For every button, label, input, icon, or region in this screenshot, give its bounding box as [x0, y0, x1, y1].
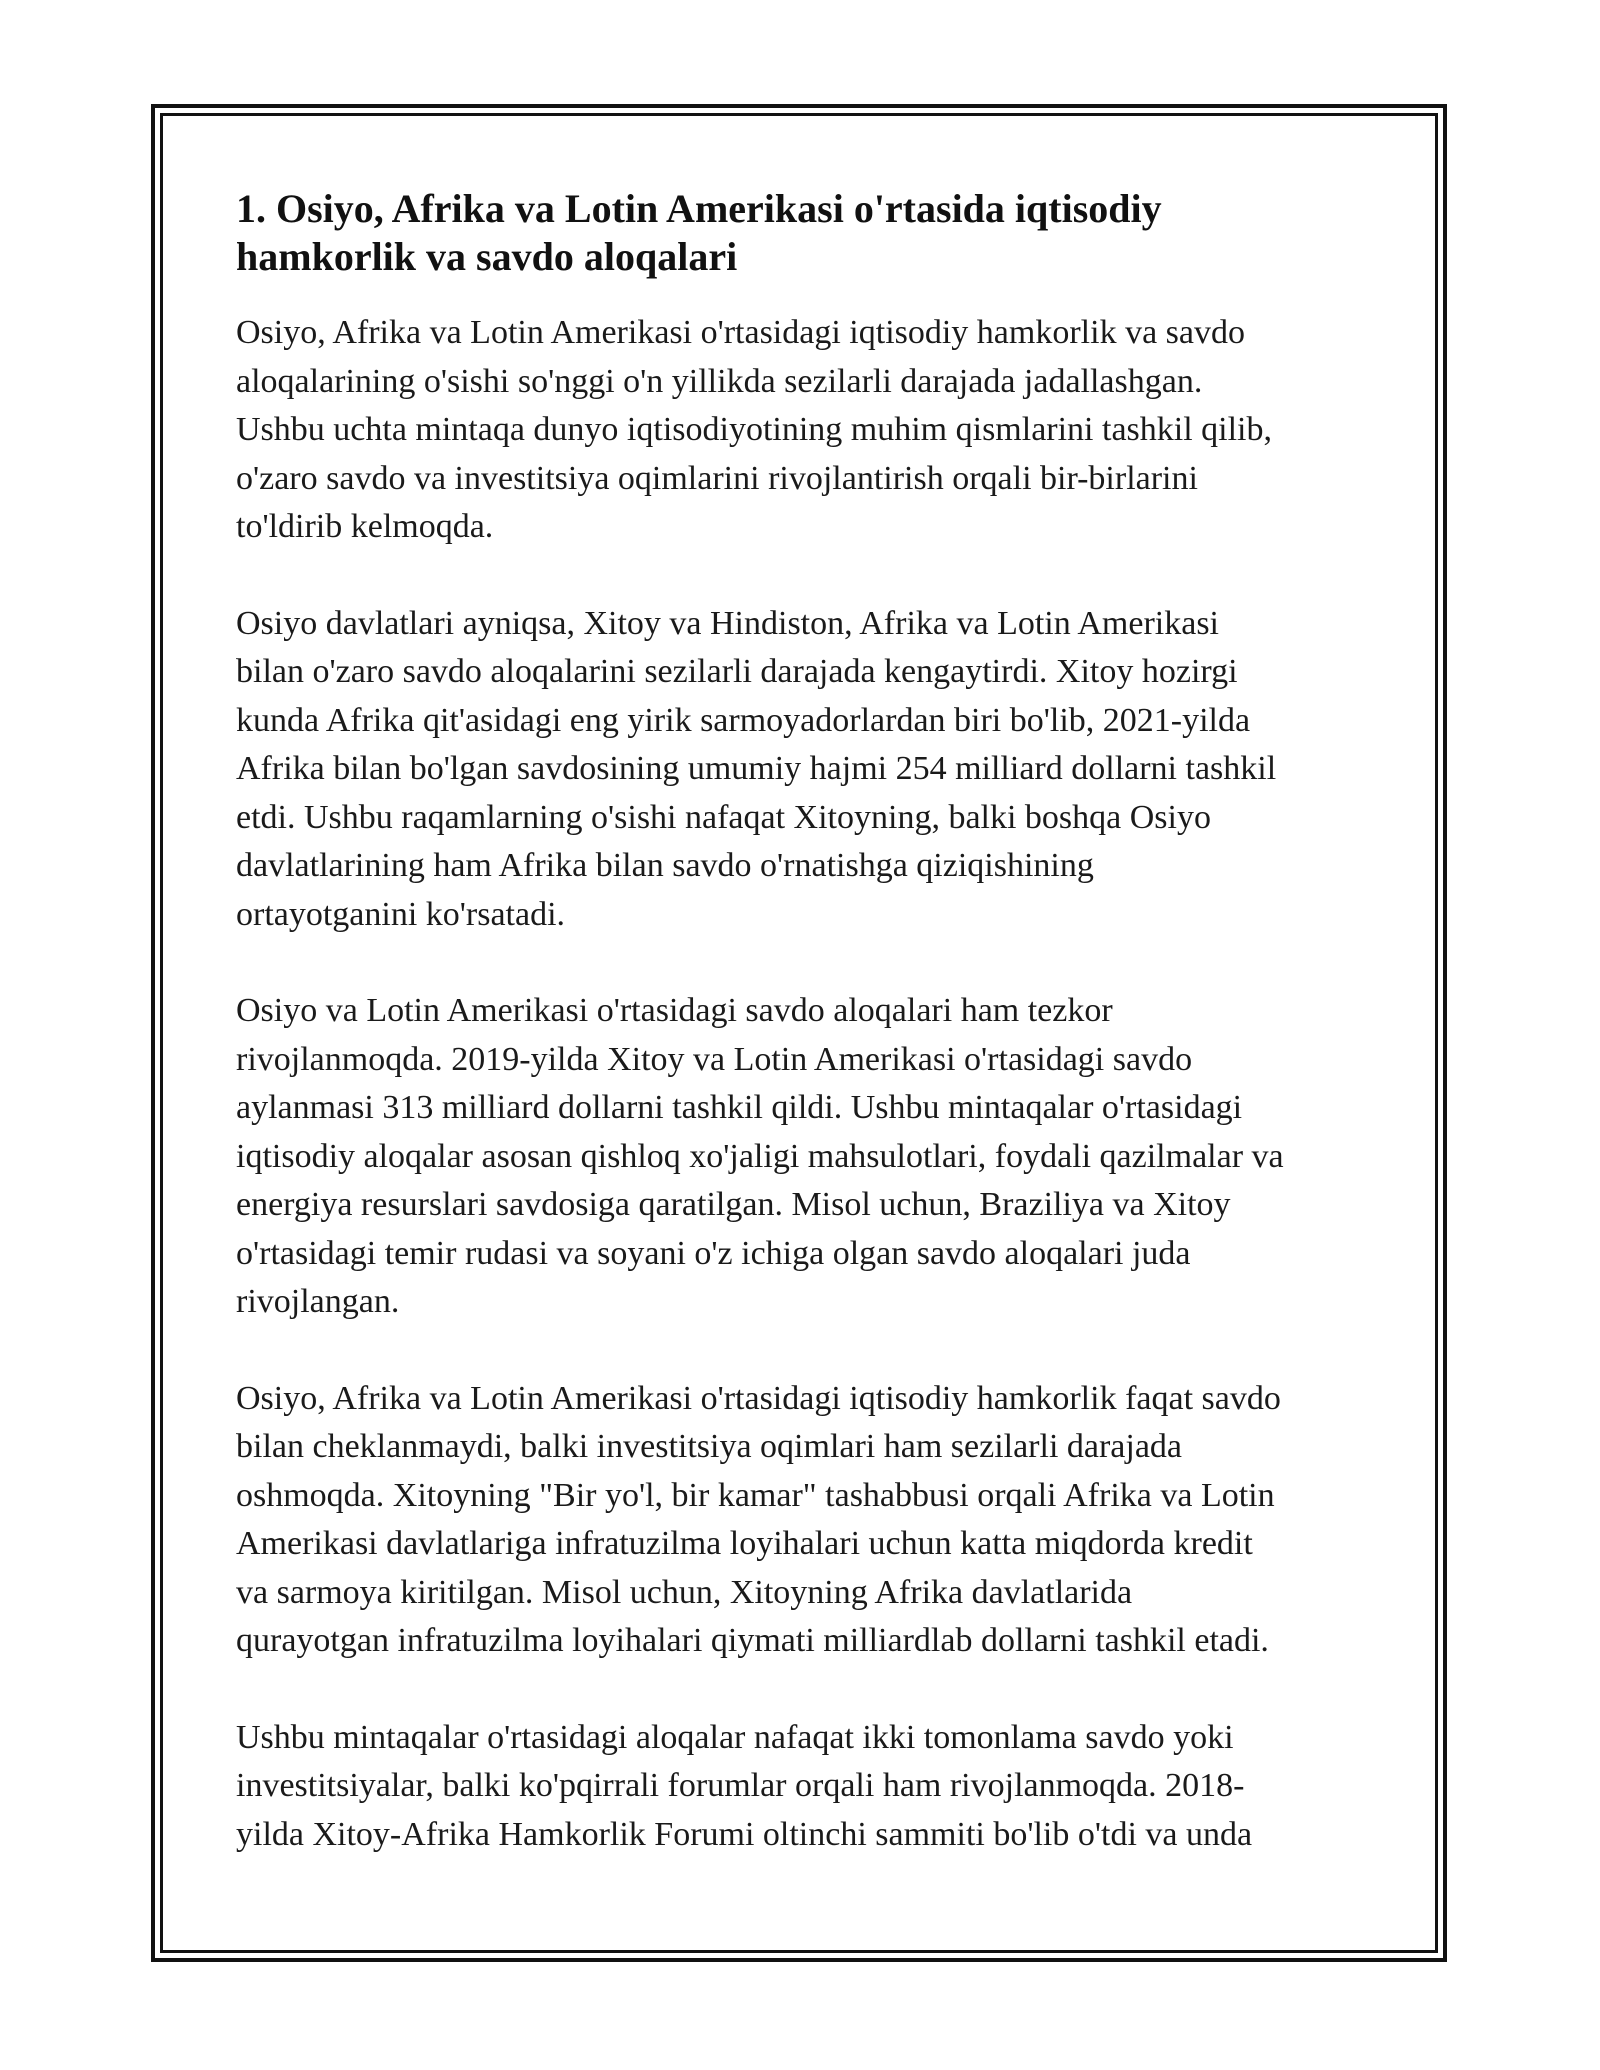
paragraph-4 — [236, 1375, 1376, 1666]
text-line: rivojlanmoqda. 2019-yilda Xitoy va Lotin Amerikasi o'rtasidagi savdo — [236, 1040, 1193, 1078]
text-line: o'rtasidagi temir rudasi va soyani o'z ichiga olgan savdo aloqalari juda — [236, 1234, 1191, 1272]
paragraph-2 — [236, 600, 1376, 940]
heading-line: 1. Osiyo, Afrika va Lotin Amerikasi o'rtasida iqtisodiy — [236, 186, 1162, 231]
text-line: energiya resurslari savdosiga qaratilgan. Misol uchun, Braziliya va Xitoy — [236, 1186, 1231, 1223]
text-line: aylanmasi 313 milliard dollarni tashkil qildi. Ushbu mintaqalar o'rtasidagi — [236, 1089, 1243, 1126]
text-line: kunda Afrika qit'asidagi eng yirik sarmoyadorlardan biri bo'lib, 2021-yilda — [236, 701, 1251, 739]
text-line: aloqalarining o'sishi so'nggi o'n yillikda sezilarli darajada jadallashgan. — [236, 362, 1203, 400]
heading-line: hamkorlik va savdo aloqalari — [236, 234, 738, 279]
text-line: Osiyo, Afrika va Lotin Amerikasi o'rtasidagi iqtisodiy hamkorlik faqat savdo — [236, 1379, 1281, 1417]
paragraph-1 — [236, 309, 1376, 552]
text-line: bilan cheklanmaydi, balki investitsiya oqimlari ham sezilarli darajada — [236, 1428, 1183, 1465]
text-line: Afrika bilan bo'lgan savdosining umumiy hajmi 254 milliard dollarni tashkil — [236, 750, 1277, 787]
text-line: etdi. Ushbu raqamlarning o'sishi nafaqat Xitoyning, balki boshqa Osiyo — [236, 798, 1211, 836]
text-line: davlatlarining ham Afrika bilan savdo o'rnatishga qiziqishining — [236, 847, 1094, 884]
text-line: rivojlangan. — [236, 1283, 400, 1320]
text-line: Ushbu uchta mintaqa dunyo iqtisodiyotining muhim qismlarini tashkil qilib, — [236, 411, 1273, 448]
paragraph-5 — [236, 1714, 1376, 1860]
text-line: va sarmoya kiritilgan. Misol uchun, Xitoyning Afrika davlatlarida — [236, 1573, 1133, 1611]
text-line: Osiyo va Lotin Amerikasi o'rtasidagi savdo aloqalari ham tezkor — [236, 992, 1113, 1029]
text-line: to'ldirib kelmoqda. — [236, 508, 494, 545]
paragraph-3 — [236, 987, 1376, 1327]
text-line: yilda Xitoy-Afrika Hamkorlik Forumi oltinchi sammiti bo'lib o'tdi va unda — [236, 1815, 1253, 1853]
text-line: investitsiyalar, balki ko'pqirrali forumlar orqali ham rivojlanmoqda. 2018- — [236, 1767, 1245, 1804]
section-heading — [236, 185, 1376, 281]
text-line: ortayotganini ko'rsatadi. — [236, 895, 566, 933]
text-line: Osiyo, Afrika va Lotin Amerikasi o'rtasidagi iqtisodiy hamkorlik va savdo — [236, 314, 1245, 351]
document-content — [236, 185, 1376, 1907]
text-line: iqtisodiy aloqalar asosan qishloq xo'jaligi mahsulotlari, foydali qazilmalar va — [236, 1137, 1284, 1175]
text-line: bilan o'zaro savdo aloqalarini sezilarli darajada kengaytirdi. Xitoy hozirgi — [236, 653, 1238, 690]
text-line: o'zaro savdo va investitsiya oqimlarini rivojlantirish orqali bir-birlarini — [236, 459, 1198, 497]
text-line: qurayotgan infratuzilma loyihalari qiymati milliardlab dollarni tashkil etadi. — [236, 1622, 1269, 1659]
text-line: Osiyo davlatlari ayniqsa, Xitoy va Hindiston, Afrika va Lotin Amerikasi — [236, 604, 1219, 642]
text-line: oshmoqda. Xitoyning "Bir yo'l, bir kamar" tashabbusi orqali Afrika va Lotin — [236, 1476, 1275, 1514]
text-line: Amerikasi davlatlariga infratuzilma loyihalari uchun katta miqdorda kredit — [236, 1525, 1253, 1562]
text-line: Ushbu mintaqalar o'rtasidagi aloqalar nafaqat ikki tomonlama savdo yoki — [236, 1718, 1234, 1756]
